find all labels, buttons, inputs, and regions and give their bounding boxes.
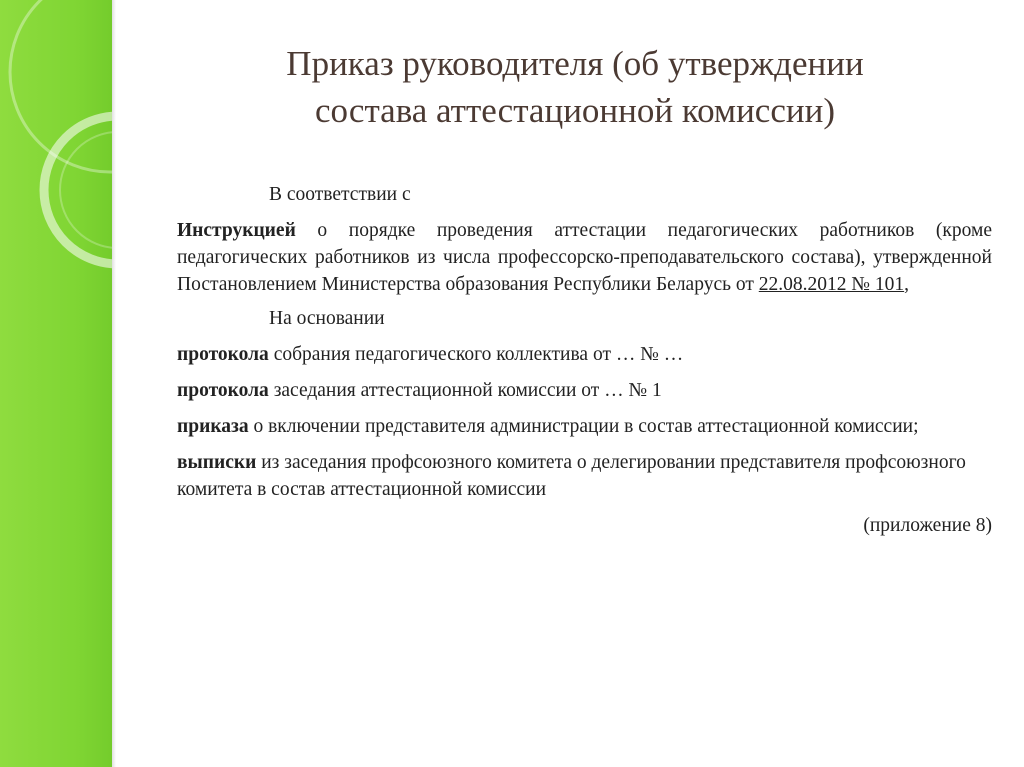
title-line-1: Приказ руководителя (об утверждении xyxy=(286,44,864,83)
instruction-text: о порядке проведения аттестации педагогических работников (кроме педагогических работников из числа профессорско-преподавательского состава), утвержденной Постановлением Министерства образования Республики Беларусь от xyxy=(177,220,992,295)
basis-item-text: заседания аттестационной комиссии от … № 1 xyxy=(268,380,662,401)
instruction-reference: 22.08.2012 № 101 xyxy=(758,274,905,295)
basis-item xyxy=(177,341,992,368)
basis-item-text: из заседания профсоюзного комитета о делегировании представителя профсоюзного комитета в состав аттестационной комиссии xyxy=(177,452,966,500)
sidebar-shadow xyxy=(112,0,116,767)
basis-item-bold: выписки xyxy=(177,452,257,473)
decorative-sidebar xyxy=(0,0,112,767)
title-line-2: состава аттестационной комиссии) xyxy=(315,91,835,130)
slide-title xyxy=(150,40,1000,134)
basis-item xyxy=(177,449,992,503)
instruction-end: , xyxy=(904,274,909,295)
decorative-circles xyxy=(0,0,112,767)
slide-body xyxy=(177,181,992,539)
basis-item-bold: протокола xyxy=(177,344,269,365)
basis-item-bold: приказа xyxy=(177,416,249,437)
basis-item xyxy=(177,413,992,440)
instruction-paragraph xyxy=(177,217,992,298)
basis-item-text: о включении представителя администрации в состав аттестационной комиссии; xyxy=(248,416,919,437)
instruction-bold: Инструкцией xyxy=(177,220,296,241)
basis-line: На основании xyxy=(269,308,385,329)
appendix-note: (приложение 8) xyxy=(863,515,992,536)
basis-item-text: собрания педагогического коллектива от … № … xyxy=(268,344,684,365)
basis-item-bold: протокола xyxy=(177,380,269,401)
intro-line: В соответствии с xyxy=(269,184,411,205)
basis-item xyxy=(177,377,992,404)
